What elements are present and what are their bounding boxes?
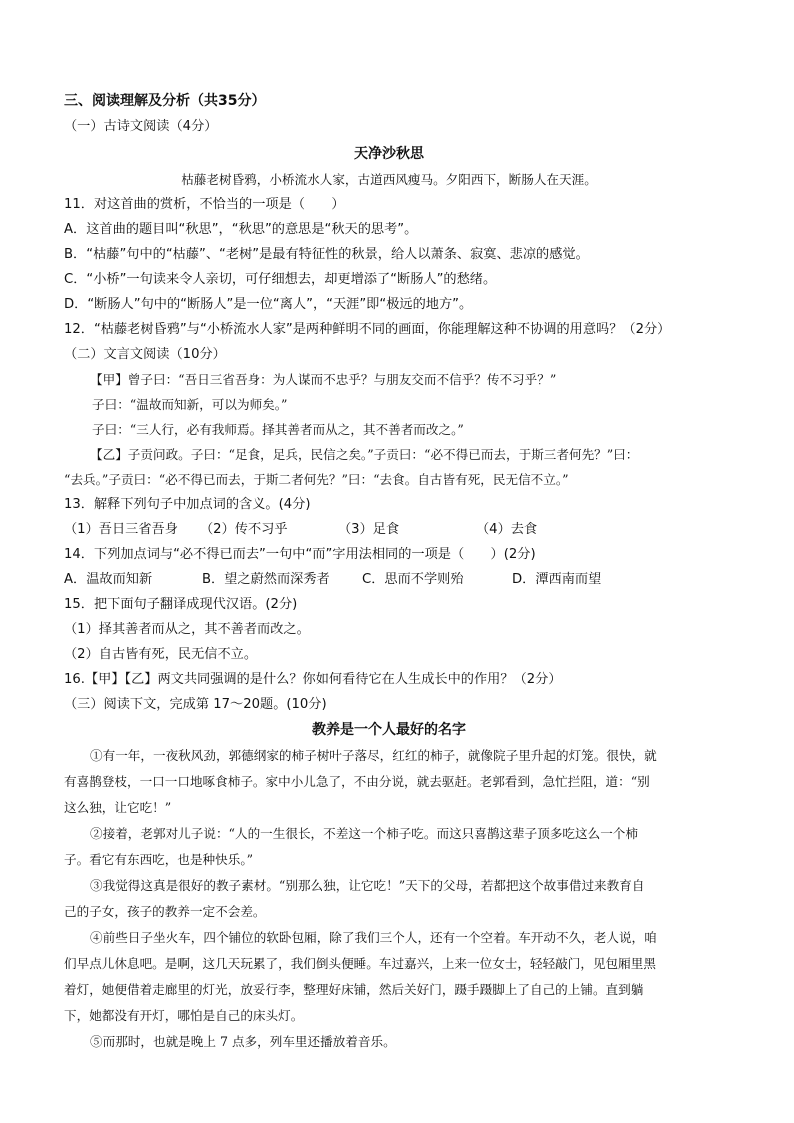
paragraph-line: ②接着，老郭对儿子说：“人的一生很长，不差这一个柿子吃。而这只喜鹊这辈子顶多吃这么一个柿 (90, 826, 638, 841)
paragraph-line: 下，她都没有开灯，哪怕是自己的床头灯。 (64, 1008, 304, 1023)
q14-option-d: D．潭西南而望 (512, 572, 602, 587)
q11-option-b: B．“枯藤”句中的“枯藤”、“老树”是最有特征性的秋景，给人以萧条、寂寞、悲凉的感觉。 (64, 247, 589, 262)
paragraph-line: 有喜鹊登枝，一口一口地啄食柿子。家中小儿急了，不由分说，就去驱赶。老郭看到，急忙拦阻，道：“别 (64, 774, 650, 789)
q15-item-2: （2）自古皆有死，民无信不立。 (64, 647, 258, 662)
q11-option-c: C．“小桥”一句读来令人亲切，可仔细想去，却更增添了“断肠人”的愁绪。 (64, 272, 497, 287)
article-paragraph-3 (64, 873, 714, 925)
poem-title: 天净沙秋思 (354, 146, 424, 162)
paragraph-line: 子。看它有东西吃，也是种快乐。” (64, 852, 254, 867)
paragraph-line: 着灯，她便借着走廊里的灯光，放妥行李，整理好床铺，然后关好门，蹑手蹑脚上了自己的上铺。直到躺 (64, 982, 644, 997)
q13-item-3: （3）足食 (338, 522, 400, 537)
paragraph-line: ④前些日子坐火车，四个铺位的软卧包厢，除了我们三个人，还有一个空着。车开动不久，老人说，咱 (90, 930, 657, 945)
question-11: 11．对这首曲的赏析，不恰当的一项是（ ） (64, 197, 345, 212)
question-12: 12．“枯藤老树昏鸦”与“小桥流水人家”是两种鲜明不同的画面，你能理解这种不协调的用意吗？（2分） (64, 322, 671, 337)
paragraph-line: ⑤而那时，也就是晚上 7 点多，列车里还播放着音乐。 (90, 1034, 396, 1049)
text-yi-line-1: 【乙】子贡问政。子曰：“足食，足兵，民信之矣。”子贡曰：“必不得已而去，于斯三者何先？”曰： (90, 447, 639, 462)
q13-item-2: （2）传不习乎 (200, 522, 288, 537)
q14-option-b: B．望之蔚然而深秀者 (202, 572, 330, 587)
paragraph-line: 己的子女，孩子的教养一定不会差。 (64, 904, 266, 919)
article-paragraph-4 (64, 925, 714, 1029)
text-jia-line-3: 子曰：“三人行，必有我师焉。择其善者而从之，其不善者而改之。” (92, 422, 464, 437)
article-paragraph-5 (64, 1029, 714, 1055)
q13-item-1: （1）吾日三省吾身 (64, 522, 178, 537)
question-16: 16.【甲】【乙】两文共同强调的是什么？你如何看待它在人生成长中的作用？（2分） (64, 672, 562, 687)
q13-item-4: （4）去食 (476, 522, 538, 537)
part3-header: （三）阅读下文，完成第 17～20题。(10分) (64, 697, 327, 712)
q11-option-d: D．“断肠人”句中的“断肠人”是一位“离人”，“天涯”即“极远的地方”。 (64, 297, 473, 312)
q14-option-a: A．温故而知新 (64, 572, 153, 587)
section-title: 三、阅读理解及分析（共35分） (64, 93, 266, 109)
part2-header: （二）文言文阅读（10分） (64, 347, 226, 362)
article-title: 教养是一个人最好的名字 (312, 722, 466, 738)
text-jia-line-2: 子曰：“温故而知新，可以为师矣。” (92, 397, 288, 412)
q15-item-1: （1）择其善者而从之，其不善者而改之。 (64, 622, 310, 637)
q14-option-c: C．思而不学则殆 (362, 572, 464, 587)
question-14: 14．下列加点词与“必不得已而去”一句中“而”字用法相同的一项是（ ）(2分) (64, 547, 536, 562)
article-paragraph-2 (64, 821, 714, 873)
paragraph-line: ③我觉得这真是很好的教子素材。“别那么独，让它吃！”天下的父母，若都把这个故事借过来教育自 (90, 878, 645, 893)
q11-option-a: A．这首曲的题目叫“秋思”，“秋思”的意思是“秋天的思考”。 (64, 222, 418, 237)
text-yi-line-2: “去兵。”子贡曰：“必不得已而去，于斯二者何先？”曰：“去食。自古皆有死，民无信不立。” (64, 472, 569, 487)
question-13: 13．解释下列句子中加点词的含义。(4分) (64, 497, 311, 512)
text-jia-line-1: 【甲】曾子曰：“吾日三省吾身：为人谋而不忠乎？与朋友交而不信乎？传不习乎？” (90, 372, 557, 387)
part1-header: （一）古诗文阅读（4分） (64, 119, 218, 134)
paragraph-line: ①有一年，一夜秋风劲，郭德纲家的柿子树叶子落尽，红红的柿子，就像院子里升起的灯笼。很快，就 (90, 748, 657, 763)
q14-options (64, 567, 714, 592)
paragraph-line: 这么独，让它吃！” (64, 800, 172, 815)
paragraph-line: 们早点儿休息吧。是啊，这几天玩累了，我们倒头便睡。车过嘉兴，上来一位女士，轻轻敲门，见包厢里黑 (64, 956, 656, 971)
poem-text: 枯藤老树昏鸦，小桥流水人家，古道西风瘦马。夕阳西下，断肠人在天涯。 (181, 172, 597, 187)
q13-items (64, 517, 714, 542)
article-paragraph-1 (64, 743, 714, 821)
question-15: 15．把下面句子翻译成现代汉语。(2分) (64, 597, 298, 612)
